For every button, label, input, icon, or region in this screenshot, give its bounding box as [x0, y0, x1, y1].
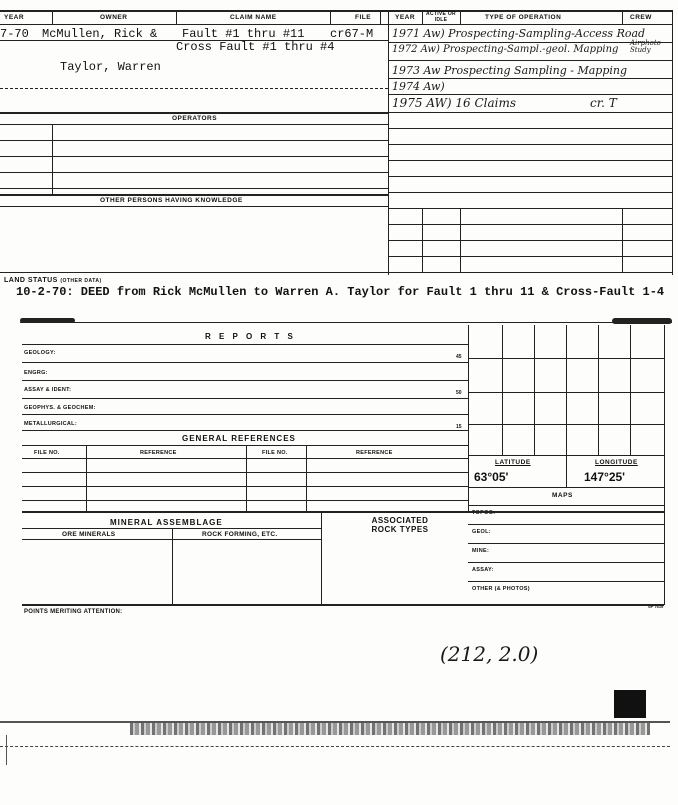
row-line: [22, 500, 468, 501]
owner-row-owner-2: Taylor, Warren: [60, 60, 161, 74]
divider: [460, 10, 461, 24]
top-border: [0, 10, 672, 12]
other-persons-top: [0, 194, 388, 196]
row-line: [388, 144, 672, 145]
divider: [172, 528, 173, 604]
row-line: [22, 414, 468, 415]
row-line: [20, 322, 672, 323]
divider: [380, 10, 381, 24]
divider: [534, 325, 535, 455]
row-line: [388, 208, 672, 209]
owner-row-year: 7-70: [0, 27, 29, 41]
row-line: [388, 256, 672, 257]
scan-mark: [6, 735, 7, 765]
land-status-text: 10-2-70: DEED from Rick McMullen to Warren A. Taylor for Fault 1 thru 11 & Cross-Fault 1-4: [16, 285, 665, 299]
owner-row-file: cr67-M: [330, 27, 374, 41]
divider: [664, 325, 665, 605]
row-line: [0, 40, 388, 41]
owner-row-claim-2: Cross Fault #1 thru #4: [176, 40, 335, 54]
header-file: FILE: [355, 14, 372, 21]
header-year-right: YEAR: [395, 14, 416, 21]
other-persons-label: OTHER PERSONS HAVING KNOWLEDGE: [100, 197, 243, 204]
row-line: [468, 581, 664, 582]
row-line: [468, 524, 664, 525]
row-line: [388, 176, 672, 177]
row-line: [388, 78, 672, 79]
divider: [306, 445, 307, 511]
row-line: [388, 160, 672, 161]
divider: [246, 445, 247, 511]
section-bottom: [0, 272, 672, 273]
header-type-of-operation: TYPE OF OPERATION: [485, 14, 562, 21]
reports-assay-num: 50: [456, 390, 462, 396]
scan-line: [0, 746, 670, 747]
row-line: [0, 88, 388, 89]
reports-metallurgical: METALLURGICAL:: [24, 421, 77, 427]
row-line: [0, 124, 388, 125]
row-line: [22, 486, 468, 487]
row-line: [0, 140, 388, 141]
mineral-rock: ROCK FORMING, ETC.: [202, 531, 278, 538]
row-line: [468, 358, 664, 359]
scan-noise: [130, 723, 650, 735]
general-refs-title: GENERAL REFERENCES: [182, 434, 296, 443]
operation-entry: 1975 AW) 16 Claims: [392, 96, 516, 110]
general-refs-col-ref2: REFERENCE: [356, 450, 393, 456]
operation-crew: cr. T: [590, 96, 617, 110]
row-line: [388, 224, 672, 225]
divider: [422, 10, 423, 24]
divider: [468, 325, 469, 511]
scan-smudge: [612, 318, 672, 324]
row-line: [388, 128, 672, 129]
divider: [52, 124, 53, 194]
maps-topog: TOPOG:: [472, 510, 496, 516]
handwritten-note: (212, 2.0): [440, 642, 539, 666]
points-meriting-attention: POINTS MERITING ATTENTION:: [24, 609, 123, 615]
row-line: [22, 398, 468, 399]
row-line: [388, 60, 672, 61]
longitude-value: 147°25': [584, 470, 626, 484]
row-line: [0, 206, 388, 207]
operation-entry: 1972 Aw) Prospecting-Sampl.-geol. Mapping: [392, 44, 619, 55]
owner-row-owner: McMullen, Rick &: [42, 27, 158, 41]
divider: [330, 10, 331, 24]
row-line: [22, 380, 468, 381]
row-line: [388, 112, 672, 113]
row-line: [468, 562, 664, 563]
mineral-title: MINERAL ASSEMBLAGE: [110, 518, 223, 527]
longitude-label: LONGITUDE: [595, 459, 638, 466]
row-line: [388, 240, 672, 241]
header-crew: CREW: [630, 14, 652, 21]
row-line: [468, 424, 664, 425]
row-line: [0, 172, 388, 173]
operation-note: Airphoto Study: [630, 39, 661, 54]
reports-geophys: GEOPHYS. & GEOCHEM:: [24, 405, 96, 411]
latitude-label: LATITUDE: [495, 459, 531, 466]
maps-other: OTHER (& PHOTOS): [472, 586, 530, 592]
owner-row-claim: Fault #1 thru #11: [182, 27, 305, 41]
land-status-label: LAND STATUS (OTHER DATA): [4, 277, 102, 284]
row-line: [468, 543, 664, 544]
row-line: [22, 445, 468, 446]
header-owner: OWNER: [100, 14, 128, 21]
latitude-value: 63°05': [474, 470, 509, 484]
header-bottom-border: [0, 24, 672, 25]
reports-geology-num: 45: [456, 354, 462, 360]
maps-assay: ASSAY:: [472, 567, 494, 573]
row-line: [0, 188, 388, 189]
operation-entry: 1971 Aw) Prospecting-Sampling-Access Road: [392, 27, 646, 40]
operators-label: OPERATORS: [172, 115, 218, 122]
header-year: YEAR: [4, 14, 25, 21]
divider: [622, 208, 623, 272]
maps-title: MAPS: [552, 492, 573, 499]
reports-geology: GEOLOGY:: [24, 350, 56, 356]
divider: [388, 10, 389, 275]
operation-entry: 1974 Aw): [392, 80, 445, 93]
general-refs-col-ref1: REFERENCE: [140, 450, 177, 456]
divider: [566, 455, 567, 487]
form-number: SP 7615: [648, 604, 664, 609]
row-line: [468, 487, 664, 488]
scan-block: [614, 690, 646, 718]
row-line: [22, 430, 468, 431]
divider: [422, 208, 423, 272]
mineral-bottom: [22, 604, 664, 606]
divider: [630, 325, 631, 455]
divider: [321, 511, 322, 604]
divider: [566, 325, 567, 455]
header-active-idle: ACTIVE OR IDLE: [426, 11, 456, 23]
operators-top: [0, 112, 388, 114]
row-line: [0, 156, 388, 157]
reports-title: R E P O R T S: [205, 332, 296, 341]
divider: [598, 325, 599, 455]
row-line: [468, 505, 664, 506]
maps-geol: GEOL:: [472, 529, 491, 535]
mineral-ore: ORE MINERALS: [62, 531, 116, 538]
row-line: [388, 94, 672, 95]
row-line: [22, 362, 468, 363]
row-line: [22, 344, 468, 345]
row-line: [22, 458, 468, 459]
row-line: [388, 192, 672, 193]
row-line: [22, 472, 468, 473]
operation-entry: 1973 Aw Prospecting Sampling - Mapping: [392, 64, 628, 77]
general-refs-col-file2: FILE NO.: [262, 450, 288, 456]
reports-assay: ASSAY & IDENT:: [24, 387, 72, 393]
reports-metallurgical-num: 15: [456, 424, 462, 430]
mineral-top: [22, 511, 664, 513]
header-claim-name: CLAIM NAME: [230, 14, 277, 21]
mineral-assoc: ASSOCIATED ROCK TYPES: [371, 516, 429, 534]
maps-mine: MINE:: [472, 548, 490, 554]
divider: [672, 10, 673, 275]
divider: [176, 10, 177, 24]
divider: [502, 325, 503, 455]
reports-engrg: ENGRG:: [24, 370, 48, 376]
row-line: [388, 42, 672, 43]
row-line: [468, 392, 664, 393]
divider: [52, 10, 53, 24]
divider: [622, 10, 623, 24]
divider: [460, 208, 461, 272]
general-refs-col-file1: FILE NO.: [34, 450, 60, 456]
divider: [86, 445, 87, 511]
